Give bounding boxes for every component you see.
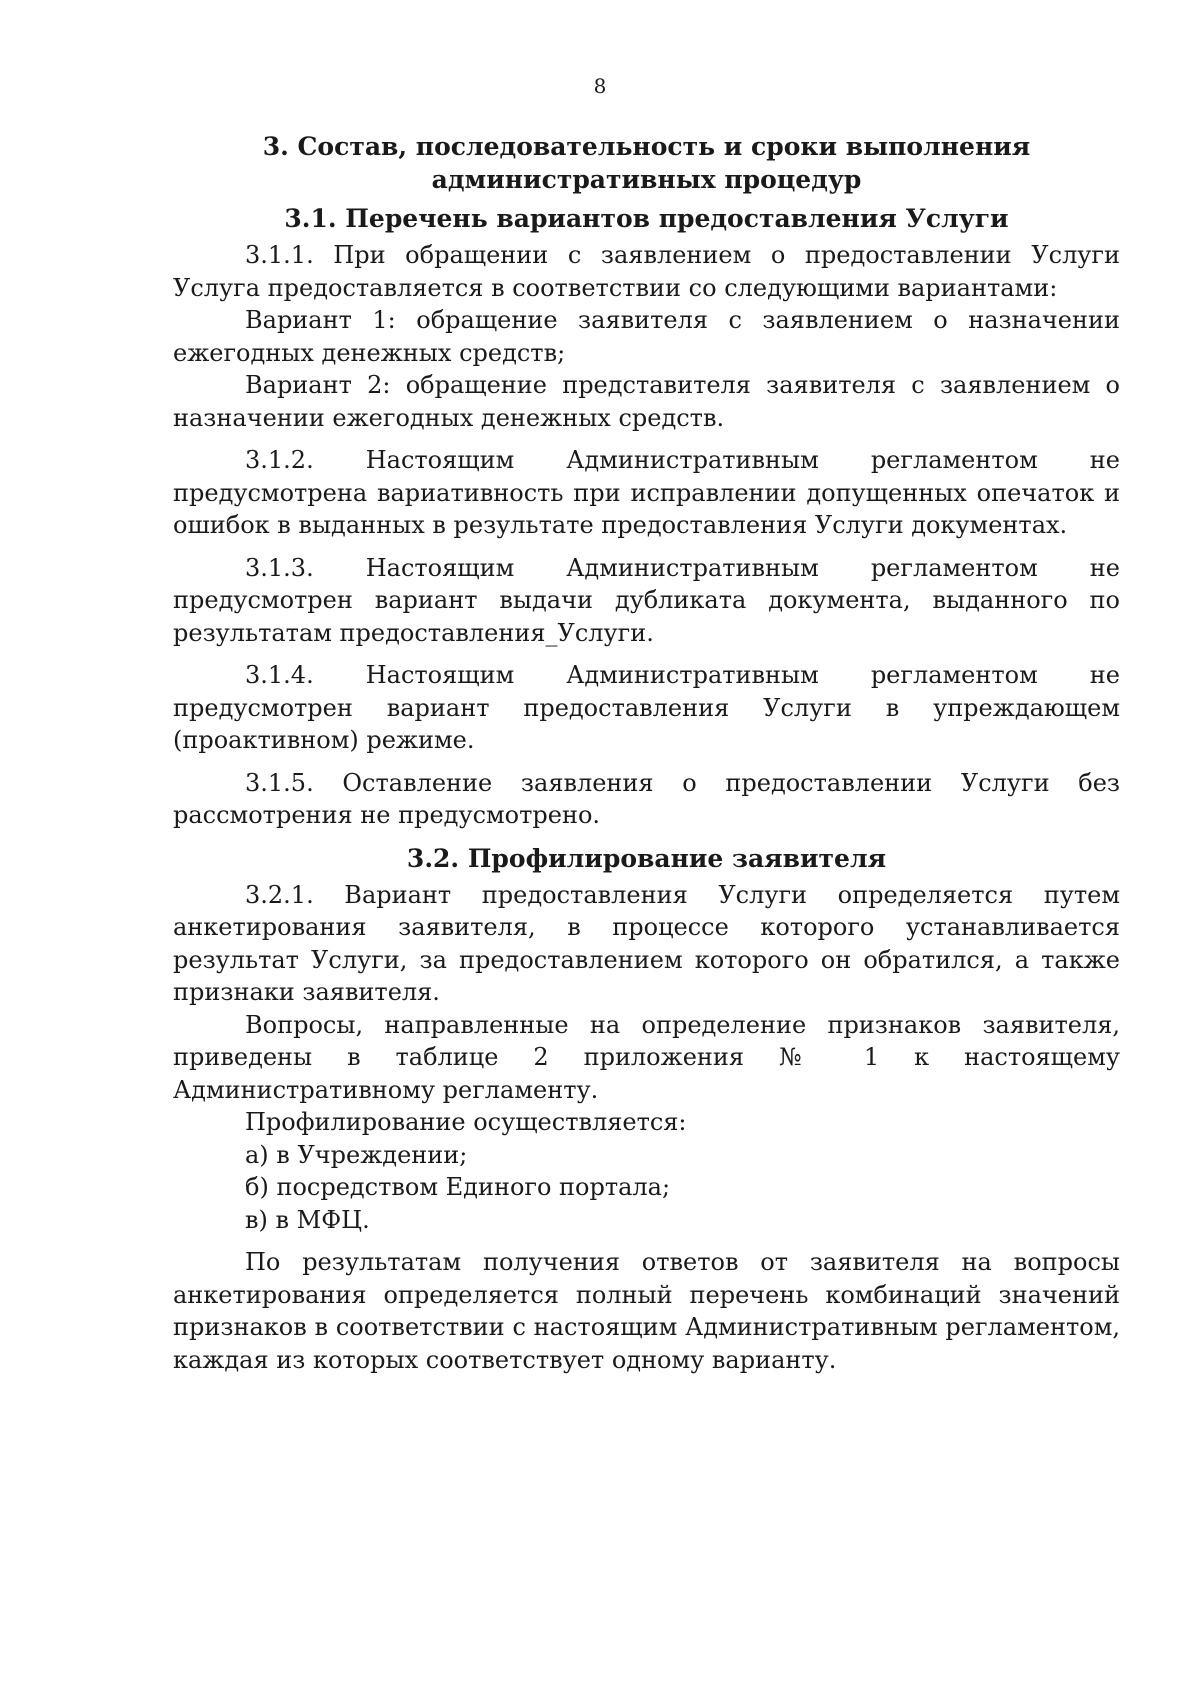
paragraph-3-1-1: 3.1.1. При обращении с заявлением о предоставлении Услуги Услуга предоставляется в соответствии со следующими вариантами: — [173, 241, 1120, 302]
section-3-heading: 3. Состав, последовательность и сроки выполнения административных процедур — [262, 132, 1031, 194]
paragraph-3-1-3: 3.1.3. Настоящим Административным регламентом не предусмотрен вариант выдачи дубликата документа, выданного по результатам предоставления_Услуги. — [173, 553, 1120, 647]
variant-1-paragraph: Вариант 1: обращение заявителя с заявлением о назначении ежегодных денежных средств; — [173, 306, 1120, 367]
section-3-1-heading: 3.1. Перечень вариантов предоставления Услуги — [284, 204, 1009, 233]
section-3-2-heading: 3.2. Профилирование заявителя — [406, 843, 887, 873]
profiling-item: в) в МФЦ. — [245, 1205, 370, 1234]
questions-paragraph: Вопросы, направленные на определение признаков заявителя, приведены в таблице 2 приложения № 1 к настоящему Административному регламенту. — [173, 1010, 1120, 1104]
variant-2-paragraph: Вариант 2: обращение представителя заявителя с заявлением о назначении ежегодных денежных средств. — [173, 371, 1120, 432]
profiling-intro: Профилирование осуществляется: — [245, 1108, 687, 1136]
paragraph-3-1-2: 3.1.2. Настоящим Административным регламентом не предусмотрена вариативность при исправлении допущенных опечаток и ошибок в выданных в результате предоставления Услуги документах. — [173, 446, 1120, 539]
paragraph-3-1-5: 3.1.5. Оставление заявления о предоставлении Услуги без рассмотрения не предусмотрено. — [173, 768, 1120, 829]
paragraph-3-2-1: 3.2.1. Вариант предоставления Услуги определяется путем анкетирования заявителя, в процессе которого устанавливается результат Услуги, за предоставлением которого он обратился, а также признаки заявителя. — [173, 880, 1120, 1006]
profiling-item: б) посредством Единого портала; — [245, 1173, 671, 1201]
document-body — [173, 130, 1120, 1376]
paragraph-3-1-4: 3.1.4. Настоящим Административным регламентом не предусмотрен вариант предоставления Услуги в упреждающем (проактивном) режиме. — [173, 661, 1120, 754]
profiling-item: а) в Учреждении; — [245, 1140, 468, 1169]
page-number: 8 — [593, 74, 607, 98]
results-paragraph: По результатам получения ответов от заявителя на вопросы анкетирования определяется полный перечень комбинаций значений признаков в соответствии с настоящим Административным регламентом, каждая из которых соответствует одному варианту. — [173, 1248, 1120, 1374]
